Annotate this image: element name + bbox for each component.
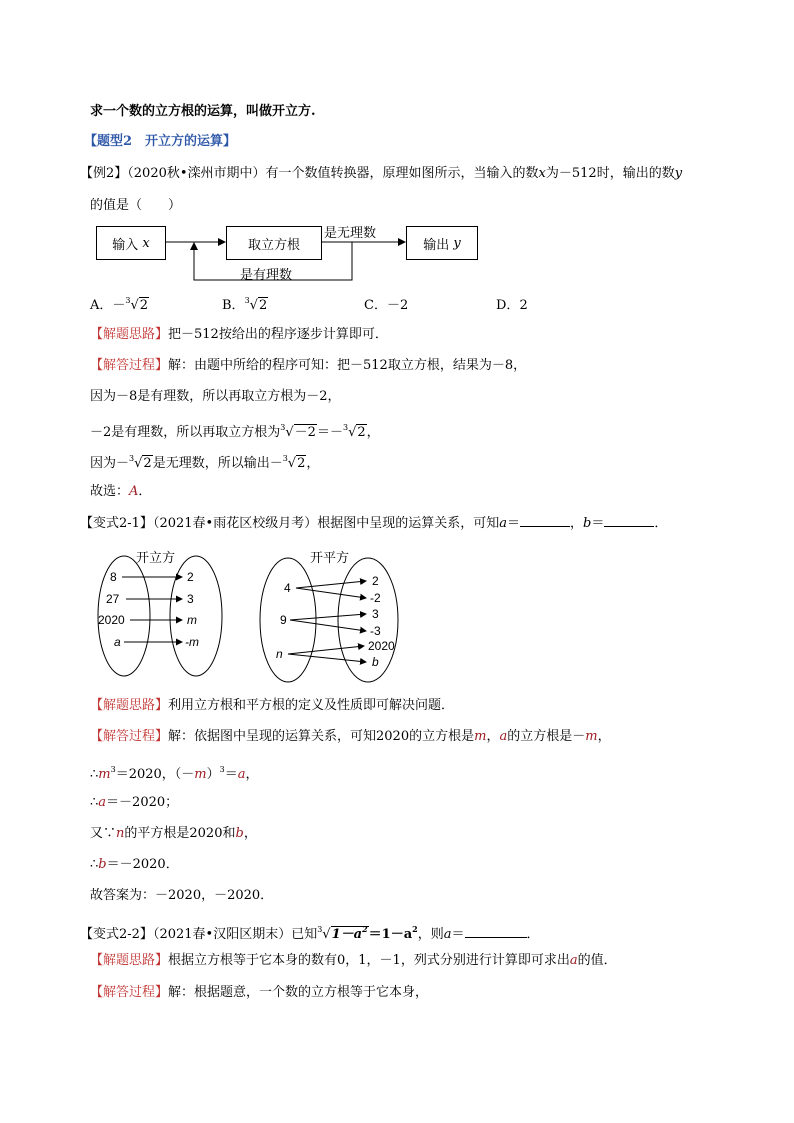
square-input-set xyxy=(260,558,316,682)
option-c: C．－2 xyxy=(364,298,409,313)
radical-sign: √ xyxy=(130,298,139,313)
v22-idea: 【解题思路】根据立方根等于它本身的数有0，1，－1，列式分别进行计算即可求出a的值． xyxy=(90,953,617,968)
answer-blank-b[interactable] xyxy=(604,514,654,527)
square-out-neg2: -2 xyxy=(370,591,381,605)
intro-text: 求一个数的立方根的运算，叫做开立方. xyxy=(90,104,316,119)
radical-sign: √ xyxy=(287,456,297,471)
ex2-answer: 故选：A． xyxy=(90,484,152,499)
variant-2-2-stem: 【变式2-2】（2021春•汉阳区期末）已知$^3√1-a^2=1-a^2$，则a＝ ． xyxy=(80,924,540,942)
v21-process-2: $\therefore m^3=2020$，$(-m)^3=a$， xyxy=(90,765,259,782)
example-2-stem: 【例2】（2020秋•滦州市期中）有一个数值转换器，原理如图所示，当输入的数x为－512时，输出的数y xyxy=(80,166,683,181)
cube-out-m: m xyxy=(187,613,197,627)
v21-idea: 【解题思路】利用立方根和平方根的定义及性质即可解决问题． xyxy=(90,698,455,713)
square-out-2: 2 xyxy=(372,574,379,588)
ex2-process-3: －2是有理数，所以再取立方根为$^3$√－2＝－$^3$√2， xyxy=(90,423,380,440)
flow-irrational-label: 是无理数 xyxy=(324,226,377,241)
square-in-n: n xyxy=(276,647,283,661)
flow-output-box: 输出 y xyxy=(406,226,478,260)
v21-process-1: 【解答过程】解：依据图中呈现的运算关系，可知2020的立方根是m，a的立方根是－m， xyxy=(90,729,611,744)
v21-process-5: ∴b＝－2020． xyxy=(90,857,179,872)
radical-sign: √ xyxy=(249,298,258,313)
ex2-process-4: 因为－$^3$√2是无理数，所以输出－$^3$√2， xyxy=(90,454,320,471)
cube-out-2: 2 xyxy=(187,570,194,584)
cube-in-a: a xyxy=(114,635,121,649)
example-2-stem-cont: 的值是（ ） xyxy=(90,198,182,213)
square-output-set xyxy=(338,558,398,682)
square-in-4: 4 xyxy=(284,581,291,595)
v22-process: 【解答过程】解：根据题意，一个数的立方根等于它本身， xyxy=(90,985,429,1000)
answer-blank-a[interactable] xyxy=(520,514,570,527)
option-d: D．2 xyxy=(496,298,528,313)
square-root-title: 开平方 xyxy=(310,550,350,565)
cube-in-8: 8 xyxy=(110,570,117,584)
option-a: A．－$^3$√2 xyxy=(90,296,149,313)
square-out-3: 3 xyxy=(372,607,379,621)
radical-sign: √ xyxy=(134,456,143,471)
flow-input-box: 输入 x xyxy=(96,226,166,260)
radical-sign: √ xyxy=(348,425,357,440)
flow-diagram xyxy=(90,222,490,284)
cube-root-title: 开立方 xyxy=(136,550,176,565)
v21-process-3: ∴a＝－2020； xyxy=(90,795,179,810)
cube-out-neg-m: -m xyxy=(185,635,199,649)
cube-in-27: 27 xyxy=(106,592,120,606)
cube-in-2020: 2020 xyxy=(98,613,125,627)
ex2-process: 【解答过程】解：由题中所给的程序可知：把－512取立方根，结果为－8， xyxy=(90,358,527,373)
variant-2-1-stem: 【变式2-1】（2021春•雨花区校级月考）根据图中呈现的运算关系，可知a＝ ，b＝ ． xyxy=(80,516,668,531)
ex2-idea: 【解题思路】把－512按给出的程序逐步计算即可． xyxy=(90,327,388,342)
radical-sign: √ xyxy=(322,927,331,942)
square-out-2020: 2020 xyxy=(368,639,395,653)
v21-answer: 故答案为：－2020，－2020． xyxy=(90,888,274,903)
cube-out-3: 3 xyxy=(187,592,194,606)
mapping-diagram xyxy=(90,540,430,690)
square-out-neg3: -3 xyxy=(370,624,381,638)
flow-process-box: 取立方根 xyxy=(226,226,322,260)
radical-sign: √ xyxy=(285,425,294,440)
v21-process-4: 又∵n的平方根是2020和b， xyxy=(90,826,257,841)
example-label: 【例2】 xyxy=(80,166,128,181)
type-heading: 【题型2 开立方的运算】 xyxy=(84,134,237,149)
answer-blank-a2[interactable] xyxy=(465,925,527,938)
square-out-b: b xyxy=(372,655,379,669)
ex2-process-2: 因为－8是有理数，所以再取立方根为－2， xyxy=(90,389,341,404)
option-b: B．$^3$√2 xyxy=(222,296,268,313)
flow-rational-label: 是有理数 xyxy=(240,268,293,283)
square-in-9: 9 xyxy=(280,613,287,627)
